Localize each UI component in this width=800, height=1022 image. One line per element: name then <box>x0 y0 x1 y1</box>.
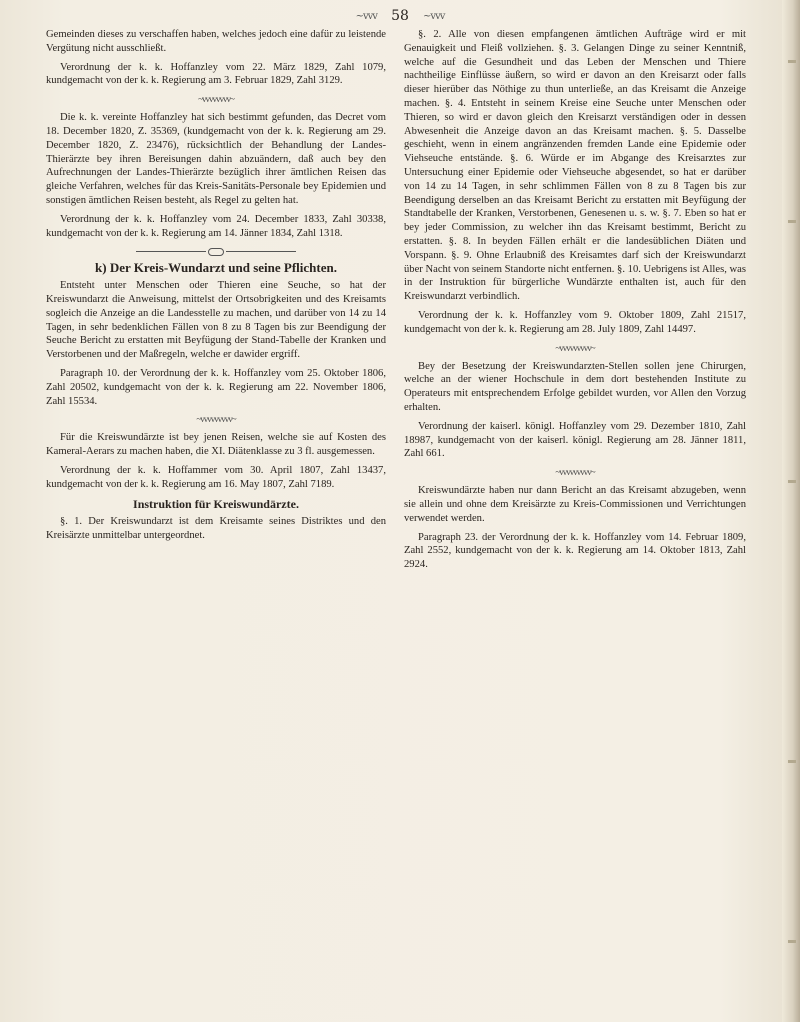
ordinance-citation: Verordnung der k. k. Hoffammer vom 30. April 1807, Zahl 13437, kundgemacht von der k. k. Regierung am 16. May 1807, Zahl 7189. <box>46 464 386 490</box>
ordinance-citation: Verordnung der kaiserl. königl. Hoffanzley vom 29. Dezember 1810, Zahl 18987, kundgemacht von der kaiserl. königl. Regierung am 28. Jänner 1811, Zahl 661. <box>404 420 746 460</box>
ordinance-citation: Paragraph 23. der Verordnung der k. k. Hoffanzley vom 14. Februar 1809, Zahl 2552, kundgemacht von der k. k. Regierung am 14. Oktober 1813, Zahl 2924. <box>404 531 746 571</box>
edge-mark <box>788 760 796 763</box>
paragraph: Die k. k. vereinte Hoffanzley hat sich bestimmt gefunden, das Decret vom 18. December 1820, Z. 35369, (kundgemacht von der k. k. Regierung am 29. December 1820, Z. 23476), rücksichtlich der Behandlung der Landes-Thierärzte bey ihren Bereisungen dahin abzuändern, daß auch bey den Aufrechnungen der Landes-Thierärzte bezüglich ihrer ämtlichen Reisen das gleiche Verfahren, welches für das Kreis-Sanitäts-Personale bey Epidemien und sonstigen ämtlichen Reisen besteht, als Regel zu gelten hat. <box>46 112 386 206</box>
paragraph: §. 2. Alle von diesen empfangenen ämtlichen Aufträge wird er mit Genauigkeit und Fleiß vollziehen. §. 3. Gelangen Dinge zu seiner Kenntniß, welche auf die Gesundheit und das Leben der Menschen und Thiere nachtheilige Einflüsse äußern, so wird er davon an den Kreisarzt oder falls dieser hierüber das Nöthige zu thun unterließe, an das Kreisamt die Anzeige machen. §. 4. Entsteht in seinem Kreise eine Seuche unter Menschen oder Thieren, so wird er davon gleich den Kreisarzt verständigen oder in dessen Abwesenheit die Anzeige davon an das Kreisamt machen. §. 5. Dasselbe geschieht, wenn in einem angränzenden fremden Lande eine Epidemie oder Viehseuche entstände. §. 6. Würde er im Abgange des Kreisarztes zur Untersuchung einer Epidemie oder Viehseuche abgesendet, so hat er darüber von 14 zu 14 Tagen, in sehr schlimmen Fällen von 8 zu 8 Tagen bis zur Beendigung derselben an das Kreisamt Bericht zu erstatten mit Beyfügung der Standtabelle der Kranken, Verstorbenen, Genesenen u. s. w. §. 7. Eben so hat er bey jeder Commission, zu welcher ihn das Kreisamt bestimmt, Bericht zu erstatten. §. 8. In beyden Fällen erhält er die landesüblichen Diäten und Vorspann. §. 9. Ohne Erlaubniß des Kreisamtes darf sich der Kreiswundarzt über Nacht von seinem Standorte nicht entfernen. §. 10. Uebrigens ist Alles, was in der Instruktion für bürgerliche Wundärzte enthalten ist, auch für den Kreiswundarzt verbindlich. <box>404 29 746 303</box>
edge-mark <box>788 220 796 223</box>
edge-mark <box>788 480 796 483</box>
edge-mark <box>788 60 796 63</box>
paragraph: Bey der Besetzung der Kreiswundarzten-Stellen sollen jene Chirurgen, welche an der wiener Hochschule in dem dort bestehenden Institute zu Operateurs mit entsprechendem Erfolge gebildet wurden, vor Allen den Vorzug erhalten. <box>404 360 746 413</box>
page-edge <box>782 0 800 1022</box>
paragraph: Für die Kreiswundärzte ist bey jenen Reisen, welche sie auf Kosten des Kameral-Aerars zu machen haben, die XI. Diätenklasse zu 3 fl. ausgemessen. <box>46 432 386 458</box>
right-column <box>404 28 746 577</box>
paragraph: §. 1. Der Kreiswundarzt ist dem Kreisamte seines Distriktes und den Kreisärzte unmittelbar untergeordnet. <box>46 516 386 542</box>
paragraph: Entsteht unter Menschen oder Thieren eine Seuche, so hat der Kreiswundarzt die Anweisung, mittelst der Ortsobrigkeiten und des Kreisamts sogleich die Anzeige an die Landesstelle zu machen, und darüber von 14 zu 14 Tagen, in sehr bedenklichen Fällen von 8 zu 8 Tagen bis zur Beendigung der Seuche Bericht zu erstatten mit Beyfügung der Stand-Tabelle der Kranken und Verstorbenen und der Maßregeln, welche er dawider ergriff. <box>46 280 386 361</box>
header-ornament-left: ~vvv <box>355 10 377 22</box>
left-column <box>46 28 386 548</box>
page-number: 58 <box>391 8 409 24</box>
separator-ornament: ~vvvvvvvvv~ <box>555 467 595 478</box>
header-ornament-right: ~vvv <box>423 10 445 22</box>
separator-ornament: ~vvvvvvvv~ <box>198 94 234 105</box>
separator-ornament: ~vvvvvvvvv~ <box>196 414 236 425</box>
edge-mark <box>788 940 796 943</box>
separator-rule <box>46 245 386 257</box>
paragraph: Kreiswundärzte haben nur dann Bericht an das Kreisamt abzugeben, wenn sie allein und ohne dem Kreisärzte zu Kreis-Commissionen und Verrichtungen verwendet werden. <box>404 485 746 524</box>
paragraph: Gemeinden dieses zu verschaffen haben, welches jedoch eine dafür zu leistende Vergütung nicht ausschließt. <box>46 29 386 54</box>
section-title: k) Der Kreis-Wundarzt und seine Pflichten. <box>95 260 337 276</box>
ordinance-citation: Verordnung der k. k. Hoffanzley vom 9. Oktober 1809, Zahl 21517, kundgemacht von der k. k. Regierung am 28. July 1809, Zahl 14497. <box>404 309 746 335</box>
page-header <box>0 8 800 28</box>
ordinance-citation: Paragraph 10. der Verordnung der k. k. Hoffanzley vom 25. Oktober 1806, Zahl 20502, kundgemacht von der k. k. Regierung am 22. November 1806, Zahl 15534. <box>46 367 386 407</box>
ordinance-citation: Verordnung der k. k. Hoffanzley vom 24. December 1833, Zahl 30338, kundgemacht von der k. k. Regierung am 14. Jänner 1834, Zahl 1318. <box>46 213 386 239</box>
ordinance-citation: Verordnung der k. k. Hoffanzley vom 22. März 1829, Zahl 1079, kundgemacht von der k. k. Regierung am 3. Februar 1829, Zahl 3129. <box>46 61 386 87</box>
separator-ornament: ~vvvvvvvvv~ <box>555 342 595 353</box>
section-title: Instruktion für Kreiswundärzte. <box>133 496 299 511</box>
